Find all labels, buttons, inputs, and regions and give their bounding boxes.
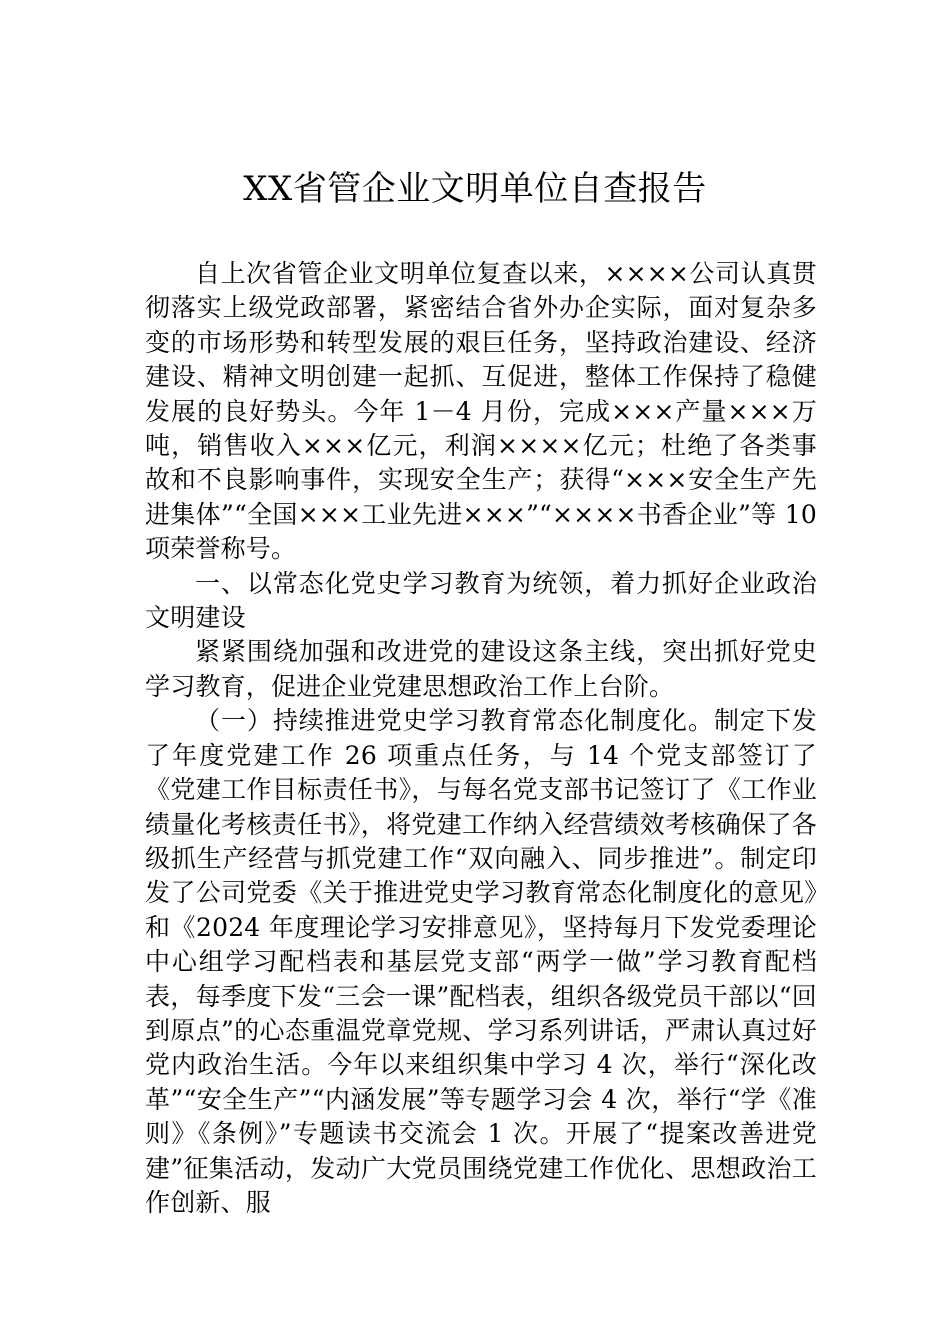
subsection-paragraph-1: （一）持续推进党史学习教育常态化制度化。制定下发了年度党建工作 26 项重点任务，与 14 个党支部签订了《党建工作目标责任书》，与每名党支部书记签订了《工作业绩量化考核责任书》，将党建工作纳入经营绩效考核确保了各级抓生产经营与抓党建工作“双向融入、同步推进”。制定印发了公司党委《关于推进党史学习教育常态化制度化的意见》和《2024 年度理论学习安排意见》，坚持每月下发党委理论中心组学习配档表和基层党支部“两学一做”学习教育配档表，每季度下发“三会一课”配档表，组织各级党员干部以“回到原点”的心态重温党章党规、学习系列讲话，严肃认真过好党内政治生活。今年以来组织集中学习 4 次，举行“深化改革”“安全生产”“内涵发展”等专题学习会 4 次，举行“学《准则》《条例》”专题读书交流会 1 次。开展了“提案改善进党建”征集活动，发动广大党员围绕党建工作优化、思想政治工作创新、服 (145, 706, 817, 1217)
intro-paragraph: 自上次省管企业文明单位复查以来，××××公司认真贯彻落实上级党政部署，紧密结合省外办企实际，面对复杂多变的市场形势和转型发展的艰巨任务，坚持政治建设、经济建设、精神文明创建一起抓、互促进，整体工作保持了稳健发展的良好势头。今年 1－4 月份，完成×××产量×××万吨，销售收入×××亿元，利润××××亿元；杜绝了各类事故和不良影响事件，实现安全生产；获得“×××安全生产先进集体”“全国×××工业先进×××”“××××书香企业”等 10 项荣誉称号。 (145, 259, 817, 564)
section-heading-1: 一、以常态化党史学习教育为统领，着力抓好企业政治文明建设 (145, 568, 817, 633)
document-title: XX省管企业文明单位自查报告 (243, 169, 707, 209)
document-body (145, 257, 817, 1220)
section-intro-paragraph: 紧紧围绕加强和改进党的建设这条主线，突出抓好党史学习教育，促进企业党建思想政治工作上台阶。 (145, 637, 817, 701)
